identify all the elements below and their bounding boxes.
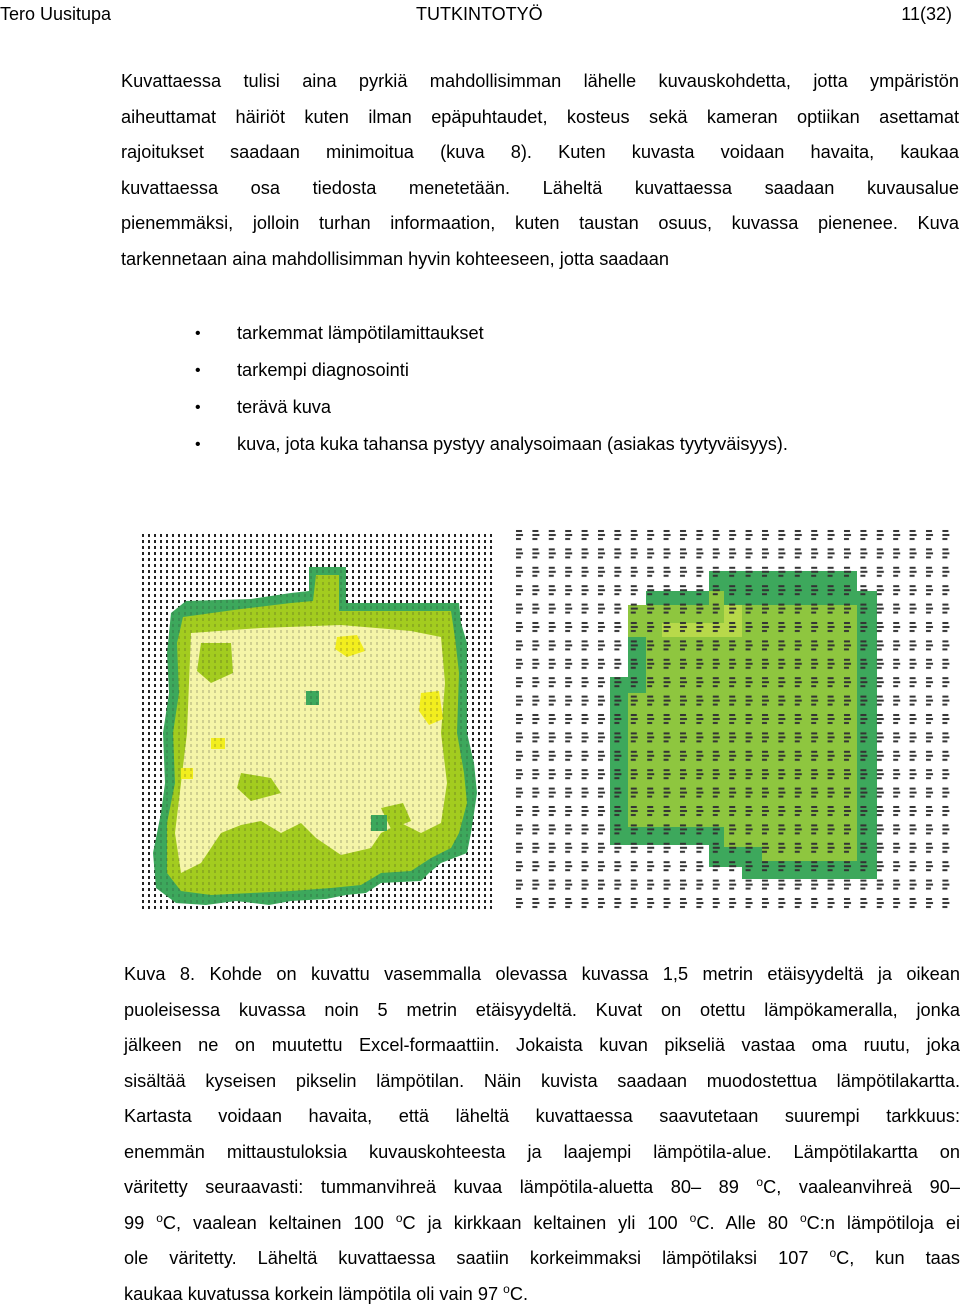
header-author: Tero Uusitupa [0, 4, 112, 24]
intro-line: Kuvattaessa tulisi aina pyrkiä mahdollisimman lähelle kuvauskohdetta, jotta ympäristön [121, 71, 959, 91]
thermal-map-far [512, 527, 957, 915]
bullet-item: • kuva, jota kuka tahansa pystyy analysoimaan (asiakas tyytyväisyys). [195, 426, 788, 463]
bullet-item: • terävä kuva [195, 389, 788, 426]
intro-paragraph [121, 64, 959, 277]
intro-line: rajoitukset saadaan minimoitua (kuva 8). Kuten kuvasta voidaan havaita, kaukaa [121, 142, 959, 162]
intro-line: tarkennetaan aina mahdollisimman hyvin kohteeseen, jotta saadaan [121, 248, 669, 269]
figure-caption: Kuva 8. Kohde on kuvattu vasemmalla olevassa kuvassa 1,5 metrin etäisyydeltä ja oikean puoleisessa kuvassa noin 5 metrin etäisyydeltä. Kuvat on otettu lämpökameralla, jonka jälkeen ne on muutettu Excel-formaattiin. Jokaista kuvan pikseliä vastaa oma ruutu, joka sisältää kyseisen pikselin lämpötilan. Näin kuvista saadaan muodostettua lämpötilakartta. Kartasta voidaan havaita, että läheltä kuvattaessa saavutetaan suurempi tarkkuus: enemmän mittaustuloksia kuvauskohteesta ja laajempi lämpötila-alue. Lämpötilakartta on väritetty seuraavasti: tummanvihreä kuvaa lämpötila-aluetta 80– 89 $^o$C, vaaleanvihreä 90– 99 $^o$C, vaalean keltainen 100 $^o$C ja kirkkaan keltainen yli 100 $^o$C. Alle 80 $^o$C:n lämpötiloja ei ole väritetty. Läheltä kuvattaessa saatiin korkeimmaksi lämpötilaksi 107 $^o$C, kun taas kaukaa kuvatussa korkein lämpötila oli vain 97 $^o$C. [124, 964, 960, 1304]
page-header [0, 4, 960, 28]
intro-line: pienemmäksi, jolloin turhan informaation, kuten taustan osuus, kuvassa pienenee. Kuva [121, 213, 959, 233]
intro-line: kuvattaessa osa tiedosta menetetään. Läheltä kuvattaessa saadaan kuvausalue [121, 177, 959, 198]
bullet-list [195, 315, 788, 463]
intro-line: aiheuttamat häiriöt kuten ilman epäpuhtaudet, kosteus sekä kameran optiikan asettamat [121, 106, 959, 127]
header-page-number: 11(32) [901, 4, 952, 24]
value-grid [512, 527, 957, 915]
header-title: TUTKINTOTYÖ [416, 4, 543, 24]
thermal-map-near [141, 533, 493, 909]
bullet-item: • tarkemmat lämpötilamittaukset [195, 315, 788, 352]
caption-label: Kuva 8. [124, 964, 196, 984]
bullet-item: • tarkempi diagnosointi [195, 352, 788, 389]
grid-overlay [141, 533, 493, 909]
